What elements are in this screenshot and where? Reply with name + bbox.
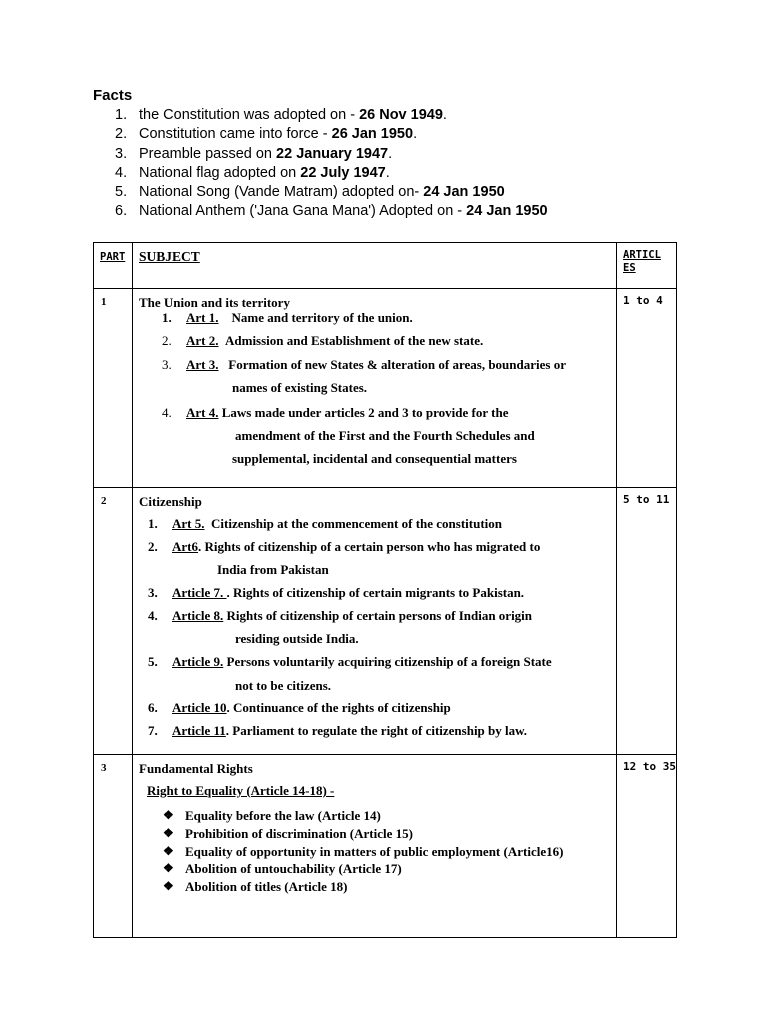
article-continuation: India from Pakistan: [217, 562, 329, 577]
subject-title: Citizenship: [139, 494, 202, 509]
article-text: . Continuance of the rights of citizenship: [226, 700, 451, 715]
header-articles: ARTICLES: [623, 249, 661, 274]
bullet-text: Abolition of untouchability (Article 17): [185, 861, 402, 876]
header-articles-cell: [617, 243, 677, 289]
facts-item: [93, 164, 713, 183]
article-ref: Article 9.: [172, 654, 224, 669]
article-continuation: not to be citizens.: [235, 678, 332, 693]
constitution-table: [93, 242, 677, 938]
article-text: Rights of citizenship of certain persons of Indian origin: [226, 608, 533, 623]
table-row: [94, 755, 677, 938]
fact-tail: .: [388, 145, 393, 162]
article-ref: Article 10: [172, 700, 227, 715]
article-item: [148, 512, 503, 535]
article-item: [162, 353, 566, 376]
article-item: [162, 401, 509, 424]
facts-item: [93, 106, 713, 125]
part-cell: [94, 755, 133, 938]
article-text: . Rights of citizenship of certain migrants to Pakistan.: [226, 585, 525, 600]
item-number: 1.: [162, 310, 172, 325]
part-number: 2: [101, 495, 107, 507]
article-item: [148, 719, 528, 742]
fact-tail: .: [413, 126, 418, 143]
table-row: [94, 289, 677, 488]
header-subject-cell: [133, 243, 617, 289]
item-number: 2.: [148, 539, 158, 554]
fact-text: the Constitution was adopted on -: [139, 107, 360, 123]
part-number: 1: [101, 296, 107, 308]
part-cell: [94, 488, 133, 755]
bullet-item: [163, 860, 402, 878]
fact-tail: .: [442, 107, 447, 123]
facts-item: [93, 145, 713, 164]
bullet-item: [163, 878, 348, 896]
article-text: Formation of new States & alteration of areas, boundaries or: [228, 357, 566, 372]
item-number: 1.: [148, 516, 158, 531]
article-item: [148, 650, 552, 673]
article-ref: Art 4.: [186, 405, 219, 420]
item-number: 6.: [148, 700, 158, 715]
subject-cell: [133, 289, 617, 488]
fact-text: Constitution came into force -: [139, 126, 332, 143]
article-ref: Art6: [172, 539, 198, 554]
diamond-bullet-icon: ❖: [163, 861, 174, 875]
item-number: 3.: [162, 357, 172, 372]
article-item: [148, 604, 533, 627]
facts-item: [93, 125, 713, 144]
subheading: Right to Equality (Article 14-18) -: [147, 783, 335, 798]
fact-date: 26 Nov 1949: [359, 107, 443, 123]
diamond-bullet-icon: ❖: [163, 826, 174, 840]
article-item: [148, 581, 525, 604]
item-number: 2.: [162, 333, 172, 348]
fact-date: 26 Jan 1950: [331, 126, 414, 143]
article-ref: Article 11: [172, 723, 226, 738]
article-continuation: supplemental, incidental and consequential matters: [232, 451, 517, 466]
table-header-row: [94, 243, 677, 289]
bullet-item: [163, 807, 381, 825]
diamond-bullet-icon: ❖: [163, 808, 174, 822]
subject-block: [133, 488, 616, 754]
item-number: 4.: [148, 608, 158, 623]
subject-title: Fundamental Rights: [139, 761, 253, 776]
item-number: 4.: [162, 405, 172, 420]
subject-block: [133, 755, 616, 937]
article-text: . Parliament to regulate the right of citizenship by law.: [225, 723, 528, 738]
list-number: 1.: [115, 107, 128, 123]
article-ref: Art 5.: [172, 516, 205, 531]
article-text: Name and territory of the union.: [231, 310, 413, 325]
fact-text: National Anthem ('Jana Gana Mana') Adopted on -: [139, 203, 467, 220]
facts-list: [93, 106, 713, 222]
header-part: PART: [100, 251, 126, 263]
facts-section: [93, 86, 713, 222]
fact-date: 24 Jan 1950: [423, 184, 505, 201]
article-text: . Rights of citizenship of a certain person who has migrated to: [198, 539, 541, 554]
article-item: [148, 696, 451, 719]
diamond-bullet-icon: ❖: [163, 844, 174, 858]
article-ref: Art 3.: [186, 357, 219, 372]
fact-date: 22 July 1947: [300, 164, 386, 181]
list-number: 3.: [115, 145, 128, 162]
article-range: 5 to 11: [623, 493, 670, 506]
facts-item: [93, 202, 713, 221]
fact-date: 22 January 1947: [276, 145, 389, 162]
bullet-text: Equality of opportunity in matters of public employment (Article16): [185, 844, 564, 859]
item-number: 7.: [148, 723, 158, 738]
subject-cell: [133, 488, 617, 755]
article-text: Citizenship at the commencement of the constitution: [211, 516, 503, 531]
article-ref: Article 7.: [172, 585, 227, 600]
item-number: 3.: [148, 585, 158, 600]
facts-item: [93, 183, 713, 202]
bullet-text: Equality before the law (Article 14): [185, 808, 381, 823]
diamond-bullet-icon: ❖: [163, 879, 174, 893]
list-number: 2.: [115, 126, 128, 143]
facts-title: Facts: [93, 87, 133, 104]
articles-cell: [617, 755, 677, 938]
list-number: 4.: [115, 164, 128, 181]
article-text: Laws made under articles 2 and 3 to provide for the: [221, 405, 509, 420]
article-text: Persons voluntarily acquiring citizenship of a foreign State: [226, 654, 552, 669]
fact-date: 24 Jan 1950: [466, 203, 548, 220]
subject-title: The Union and its territory: [139, 295, 290, 310]
articles-cell: [617, 488, 677, 755]
bullet-text: Prohibition of discrimination (Article 15): [185, 826, 413, 841]
fact-text: Preamble passed on: [139, 145, 277, 162]
item-number: 5.: [148, 654, 158, 669]
article-ref: Art 2.: [186, 333, 219, 348]
article-range: 1 to 4: [623, 294, 663, 307]
article-continuation: residing outside India.: [235, 631, 359, 646]
bullet-text: Abolition of titles (Article 18): [185, 879, 348, 894]
part-cell: [94, 289, 133, 488]
article-ref: Article 8.: [172, 608, 224, 623]
list-number: 5.: [115, 184, 128, 201]
article-item: [162, 329, 484, 352]
table-row: [94, 488, 677, 755]
article-text: Admission and Establishment of the new state.: [225, 333, 484, 348]
fact-tail: .: [385, 164, 390, 181]
article-item: [148, 535, 541, 558]
articles-cell: [617, 289, 677, 488]
part-number: 3: [101, 762, 107, 774]
bullet-item: [163, 825, 413, 843]
article-ref: Art 1.: [186, 310, 219, 325]
article-range: 12 to 35: [623, 760, 676, 773]
subject-block: [133, 289, 616, 487]
list-number: 6.: [115, 203, 128, 220]
article-continuation: amendment of the First and the Fourth Schedules and: [235, 428, 535, 443]
subject-cell: [133, 755, 617, 938]
header-part-cell: [94, 243, 133, 289]
article-item: [162, 306, 413, 329]
fact-text: National Song (Vande Matram) adopted on-: [139, 184, 424, 201]
bullet-item: [163, 843, 564, 861]
article-continuation: names of existing States.: [232, 380, 368, 395]
fact-text: National flag adopted on: [139, 164, 301, 181]
header-subject: SUBJECT: [139, 249, 200, 264]
